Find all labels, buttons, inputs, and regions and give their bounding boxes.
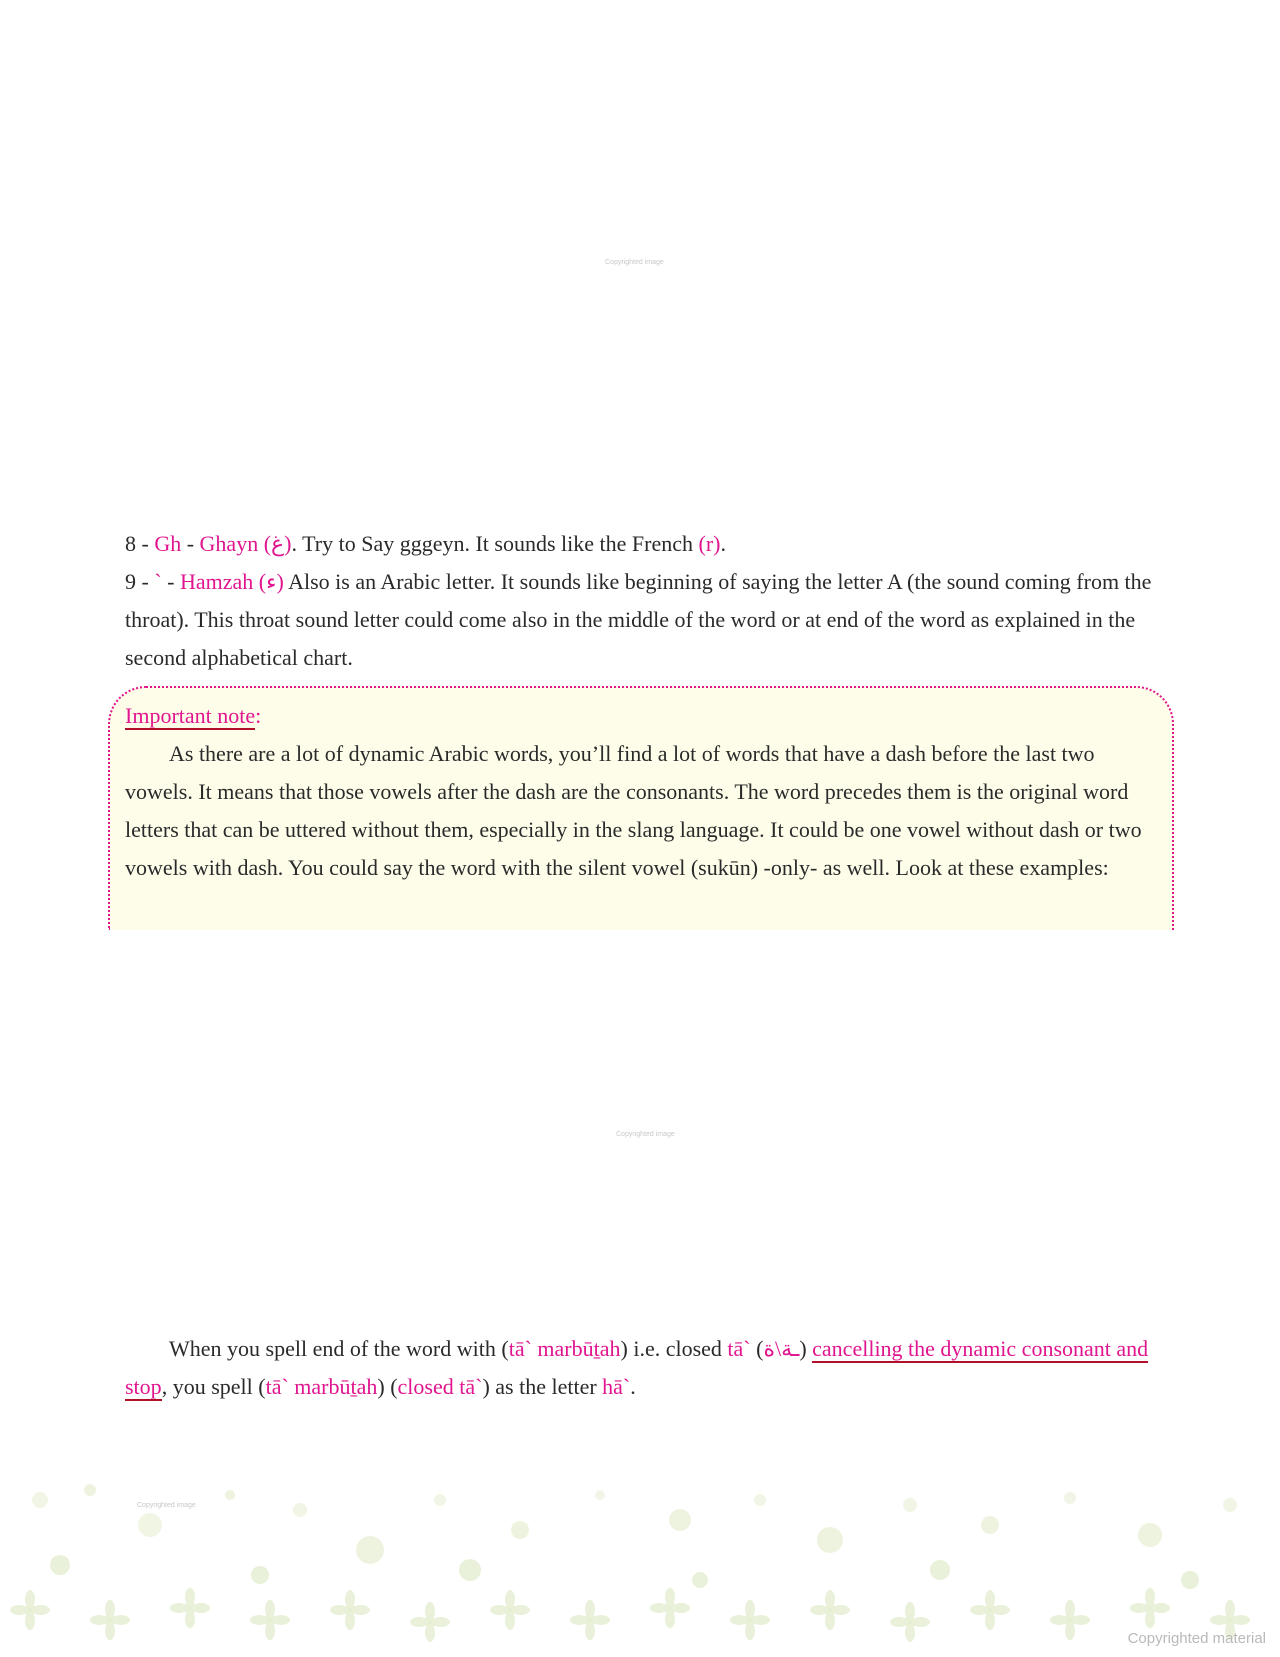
description: Also is an Arabic letter. It sounds like beginning of saying the letter A (the sound coming from the throat). This throat sound letter could come also in the middle of the word or at end of the word as explained in the second alphabetical chart. (125, 569, 1152, 670)
letter-name: Ghayn (199, 531, 259, 556)
text-part: ) (799, 1336, 813, 1361)
text-part: ( (750, 1336, 764, 1361)
separator: - (181, 531, 200, 556)
arabic-letter: (ء) (253, 569, 284, 594)
item-number: 8 - (125, 531, 155, 556)
letter-code: Gh (154, 531, 182, 556)
ta-marbuta-paragraph (125, 1330, 1165, 1406)
term-ta: tā` (727, 1336, 751, 1361)
text-part: , you spell ( (161, 1374, 266, 1399)
underlined-phrase: cancelling the dynamic consonant and stop (125, 1336, 1149, 1399)
note-body-text: As there are a lot of dynamic Arabic words, you’ll find a lot of words that have a dash before the last two vowels. It means that those vowels after the dash are the consonants. The word precedes them is the original word letters that can be uttered without them, especially in the slang language. It could be one vowel without dash or two vowels with dash. You could say the word with the silent vowel (sukūn) -only- as well. Look at these examples: (125, 741, 1142, 880)
list-item-ghayn (125, 525, 1165, 563)
text-part: . (630, 1374, 636, 1399)
letter-name: Hamzah (179, 569, 254, 594)
text-part: ) ( (377, 1374, 398, 1399)
item-number: 9 - (125, 569, 155, 594)
term-ha: hā` (602, 1374, 631, 1399)
letter-list (125, 525, 1165, 677)
decor-dots (32, 1484, 1237, 1589)
note-heading (125, 697, 1167, 735)
term-closed-ta: closed tā` (397, 1374, 483, 1399)
letter-code: ` (154, 569, 162, 594)
description: . Try to Say gggeyn. It sounds like the French (291, 531, 699, 556)
list-item-hamzah (125, 563, 1165, 677)
copyright-watermark-top: Copyrighted image (605, 259, 664, 266)
note-title: Important note (125, 703, 256, 728)
important-note-content (125, 697, 1167, 887)
note-title-colon: : (255, 703, 262, 728)
floral-pattern-decoration (0, 1470, 1280, 1657)
decor-flowers (10, 1588, 1250, 1642)
term-ta-marbuta: tā` marbūṯah (265, 1374, 378, 1399)
period: . (720, 531, 726, 556)
copyright-watermark-bottom: Copyrighted image (137, 1502, 196, 1509)
note-body (125, 735, 1167, 887)
arabic-letters: ـة\ة (763, 1336, 800, 1361)
separator: - (161, 569, 180, 594)
copyright-watermark-middle: Copyrighted image (616, 1131, 675, 1138)
text-part: ) i.e. closed (620, 1336, 728, 1361)
text-part: When you spell end of the word with ( (169, 1336, 509, 1361)
french-sound: (r) (698, 531, 721, 556)
text-part: ) as the letter (482, 1374, 603, 1399)
arabic-letter: (غ) (258, 531, 292, 556)
term-ta-marbuta: tā` marbūṯah (508, 1336, 621, 1361)
copyright-footer: Copyrighted material (1127, 1630, 1266, 1647)
